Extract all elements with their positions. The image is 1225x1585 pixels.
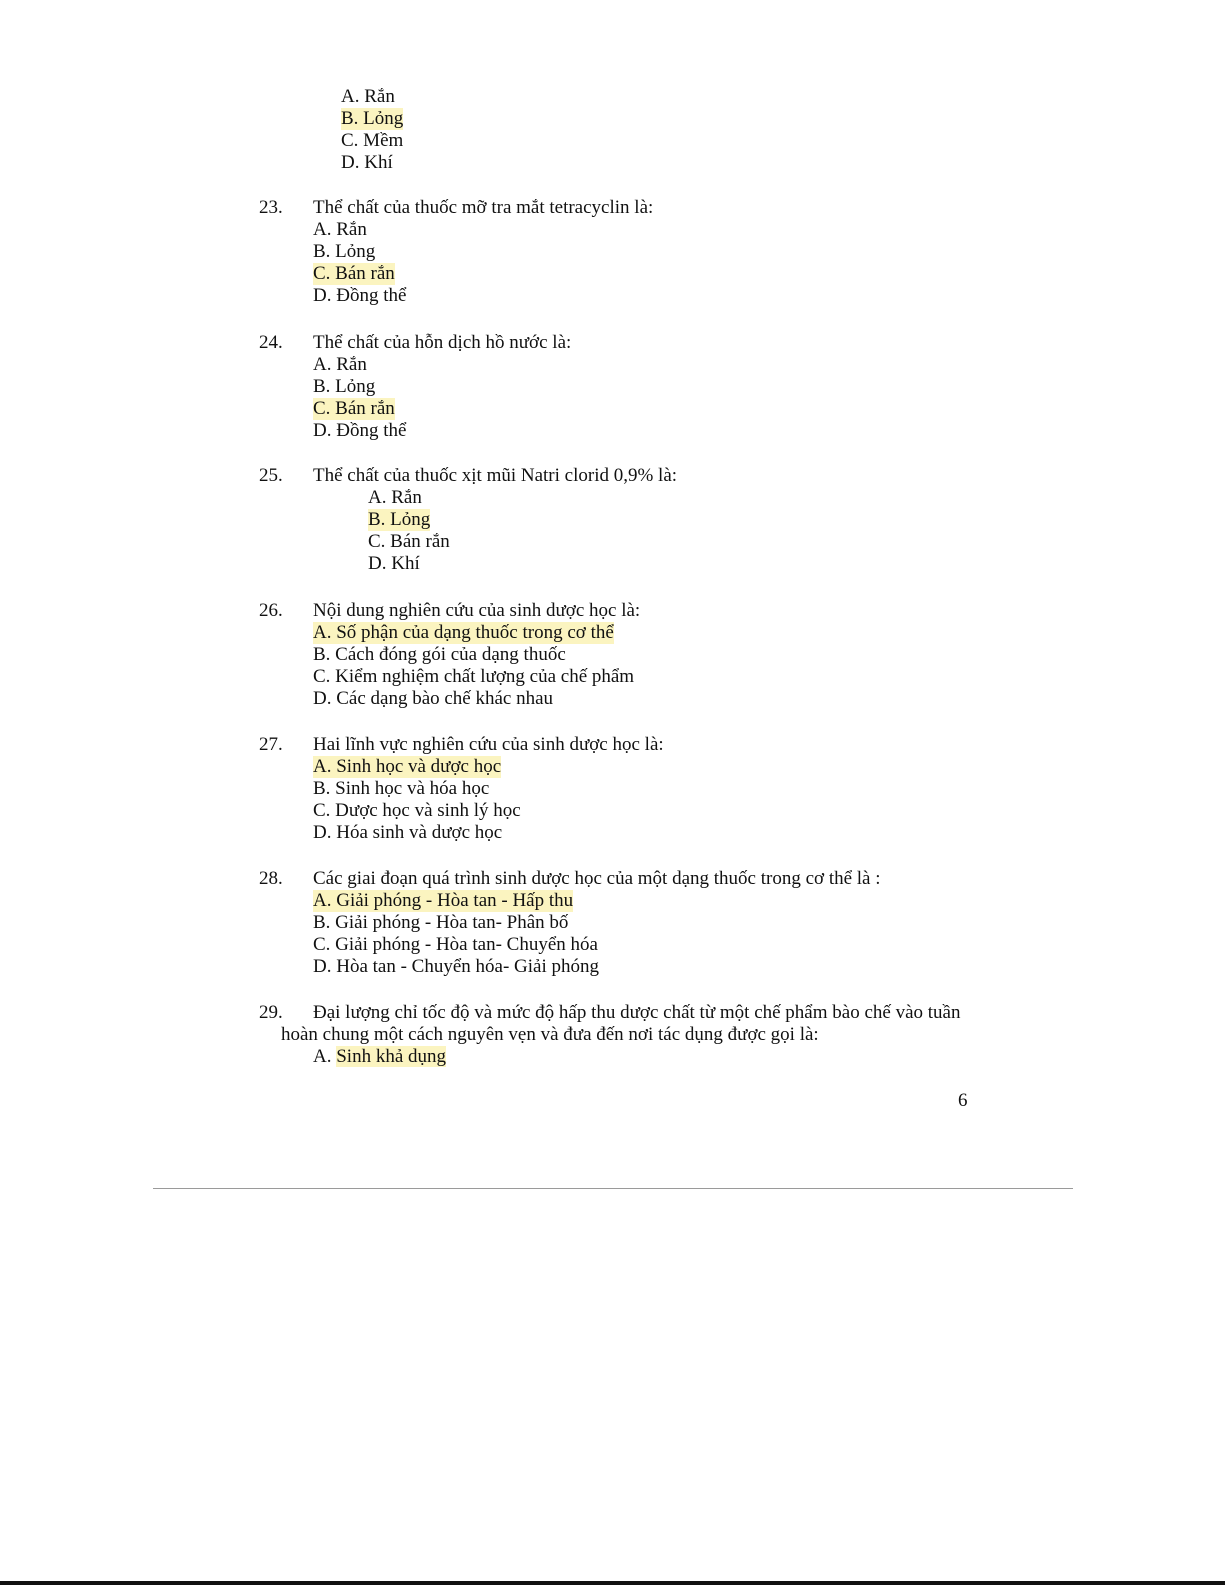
question-number: 28. xyxy=(259,868,283,889)
option-c: C. Giải phóng - Hòa tan- Chuyển hóa xyxy=(313,934,598,955)
option-a: A. Rắn xyxy=(313,219,367,240)
option-c-answer: C. Bán rắn xyxy=(313,263,395,284)
prev-option-b-answer: B. Lỏng xyxy=(341,108,404,129)
question-number: 26. xyxy=(259,600,283,621)
question-text: Hai lĩnh vực nghiên cứu của sinh dược học là: xyxy=(313,734,664,755)
page-number: 6 xyxy=(958,1090,968,1111)
option-a-answer: A. Số phận của dạng thuốc trong cơ thể xyxy=(313,622,614,643)
option-a-answer: A. Sinh học và dược học xyxy=(313,756,502,777)
question-number: 27. xyxy=(259,734,283,755)
option-b: B. Giải phóng - Hòa tan- Phân bố xyxy=(313,912,569,933)
option-d: D. Các dạng bào chế khác nhau xyxy=(313,688,554,709)
question-number: 24. xyxy=(259,332,283,353)
question-number: 25. xyxy=(259,465,283,486)
option-a-answer: A. Giải phóng - Hòa tan - Hấp thu xyxy=(313,890,574,911)
option-b: B. Cách đóng gói của dạng thuốc xyxy=(313,644,566,665)
option-b: B. Sinh học và hóa học xyxy=(313,778,490,799)
option-d: D. Đồng thể xyxy=(313,420,407,441)
question-text-line-2: hoàn chung một cách nguyên vẹn và đưa đến nơi tác dụng được gọi là: xyxy=(281,1024,819,1045)
question-text: Thể chất của thuốc mỡ tra mắt tetracyclin là: xyxy=(313,197,654,218)
question-text: Các giai đoạn quá trình sinh dược học của một dạng thuốc trong cơ thể là : xyxy=(313,868,881,889)
option-b: B. Lỏng xyxy=(313,241,376,262)
option-a: A. Rắn xyxy=(313,354,367,375)
question-text: Thể chất của thuốc xịt mũi Natri clorid 0,9% là: xyxy=(313,465,678,486)
question-text-line-1: Đại lượng chỉ tốc độ và mức độ hấp thu dược chất từ một chế phẩm bào chế vào tuần xyxy=(313,1002,961,1023)
prev-option-a: A. Rắn xyxy=(341,86,395,107)
option-c: C. Dược học và sinh lý học xyxy=(313,800,521,821)
option-d: D. Hóa sinh và dược học xyxy=(313,822,503,843)
option-c: C. Kiểm nghiệm chất lượng của chế phẩm xyxy=(313,666,635,687)
option-d: D. Khí xyxy=(368,553,420,574)
option-prefix: A. xyxy=(313,1046,332,1067)
option-c: C. Bán rắn xyxy=(368,531,450,552)
option-b-answer: B. Lỏng xyxy=(368,509,431,530)
question-number: 29. xyxy=(259,1002,283,1023)
option-a: A. Rắn xyxy=(368,487,422,508)
question-number: 23. xyxy=(259,197,283,218)
page-break-divider xyxy=(153,1188,1073,1189)
option-d: D. Đồng thể xyxy=(313,285,407,306)
option-c-answer: C. Bán rắn xyxy=(313,398,395,419)
question-text: Thể chất của hỗn dịch hồ nước là: xyxy=(313,332,572,353)
option-a xyxy=(313,1046,446,1068)
option-d: D. Hòa tan - Chuyển hóa- Giải phóng xyxy=(313,956,599,977)
option-b: B. Lỏng xyxy=(313,376,376,397)
prev-option-d: D. Khí xyxy=(341,152,393,173)
prev-option-c: C. Mềm xyxy=(341,130,404,151)
question-text: Nội dung nghiên cứu của sinh dược học là: xyxy=(313,600,641,621)
bottom-edge-divider xyxy=(0,1581,1225,1585)
option-answer: Sinh khả dụng xyxy=(336,1046,447,1067)
